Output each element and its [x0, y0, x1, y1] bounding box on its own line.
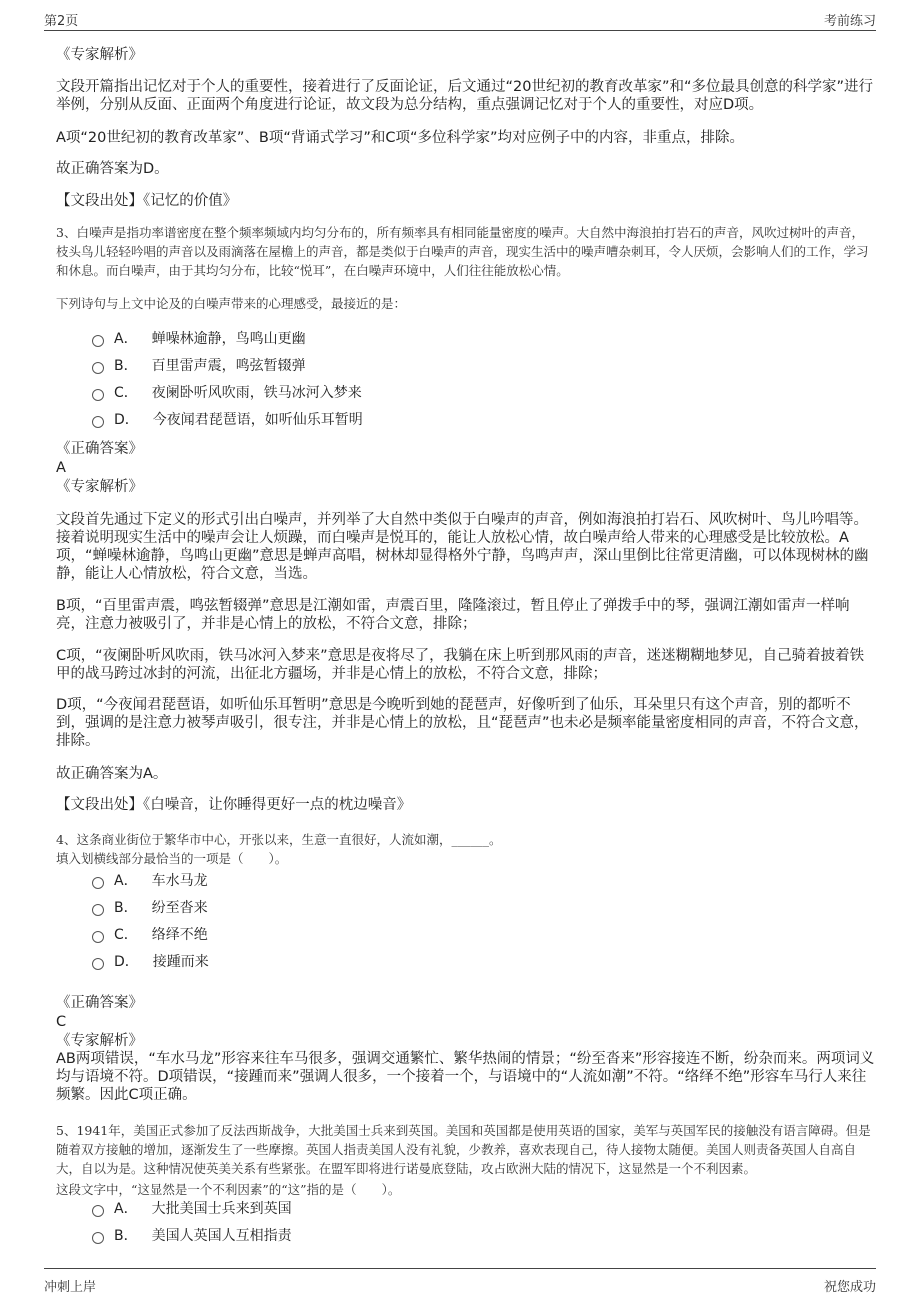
footer-left: 冲刺上岸 — [44, 1280, 97, 1295]
q3-option-a[interactable]: A． 蝉噪林逾静，鸟鸣山更幽 — [92, 330, 306, 348]
q4-analysis: AB两项错误，“车水马龙”形容来往车马很多，强调交通繁忙、繁华热闹的情景；“纷至沓来”形容接连不断，纷杂而来。两项词义均与语境不符。D项错误，“接踵而来”强调人很多，一个接着一个，与语境中的“人流如潮”不符。“络绎不绝”形容车马行人来往频繁。因此C项正确。 — [56, 1051, 875, 1103]
q4-stem: 4、这条商业街位于繁华市中心，开张以来，生意一直很好，人流如潮，______。 — [56, 832, 502, 847]
q2-analysis-p1: 文段开篇指出记忆对于个人的重要性，接着进行了反面论证，后文通过“20世纪初的教育改革家”和“多位最具创意的科学家”进行举例，分别从反面、正面两个角度进行论证，故文段为总分结构，重点强调记忆对于个人的重要性，对应D项。 — [56, 79, 873, 113]
q3-expert-heading: 《专家解析》 — [56, 479, 143, 495]
q2-source: 【文段出处】《记忆的价值》 — [56, 193, 238, 209]
q4-option-b[interactable]: B． 纷至沓来 — [92, 899, 208, 917]
q5-question: 这段文字中，“这显然是一个不利因素”的“这”指的是（ ）。 — [56, 1182, 401, 1197]
q3-source: 【文段出处】《白噪音，让你睡得更好一点的枕边噪音》 — [56, 797, 412, 813]
q4-question: 填入划横线部分最恰当的一项是（ ）。 — [56, 851, 288, 866]
radio-icon[interactable] — [92, 1205, 104, 1217]
q3-analysis-p4: D项，“今夜闻君琵琶语，如听仙乐耳暂明”意思是今晚听到她的琵琶声，好像听到了仙乐，耳朵里只有这个声音，别的都听不到，强调的是注意力被琴声吸引，很专注，并非是心情上的放松，且“琵琶声”也未必是频率能量密度相同的声音，不符合文意，排除。 — [56, 697, 869, 749]
q4-answer: C — [56, 1014, 67, 1030]
radio-icon[interactable] — [92, 931, 104, 943]
q2-expert-heading: 《专家解析》 — [56, 47, 143, 63]
q4-answer-heading: 《正确答案》 — [56, 995, 143, 1011]
radio-icon[interactable] — [92, 958, 104, 970]
q3-option-c[interactable]: C． 夜阑卧听风吹雨，铁马冰河入梦来 — [92, 384, 362, 402]
q3-analysis-p1: 文段首先通过下定义的形式引出白噪声，并列举了大自然中类似于白噪声的声音，例如海浪拍打岩石、风吹树叶、鸟儿吟唱等。接着说明现实生活中的噪声会让人烦躁，而白噪声是悦耳的，能让人放松心情，故白噪声给人带来的心理感受是比较放松。A项，“蝉噪林逾静，鸟鸣山更幽”意思是蝉声高唱，树林却显得格外宁静，鸟鸣声声，深山里倒比往常更清幽，可以体现树林的幽静，能让人心情放松，符合文意，当选。 — [56, 512, 869, 582]
q3-option-d[interactable]: D． 今夜闻君琵琶语，如听仙乐耳暂明 — [92, 411, 363, 429]
q2-analysis-p3: 故正确答案为D。 — [56, 161, 169, 177]
q3-analysis-p2: B项，“百里雷声震，鸣弦暂辍弹”意思是江潮如雷，声震百里，隆隆滚过，暂且停止了弹拨手中的琴，强调江潮如雷声一样响亮，注意力被吸引了，并非是心情上的放松，不符合文意，排除； — [56, 598, 850, 632]
q3-analysis-p3: C项，“夜阑卧听风吹雨，铁马冰河入梦来”意思是夜将尽了，我躺在床上听到那风雨的声音，迷迷糊糊地梦见，自己骑着披着铁甲的战马跨过冰封的河流，出征北方疆场，并非是心情上的放松，不符合文意，排除； — [56, 648, 865, 682]
radio-icon[interactable] — [92, 362, 104, 374]
radio-icon[interactable] — [92, 416, 104, 428]
radio-icon[interactable] — [92, 904, 104, 916]
page-footer — [44, 1268, 876, 1295]
q5-option-b[interactable]: B． 美国人英国人互相指责 — [92, 1227, 292, 1245]
page-header — [44, 8, 876, 31]
q3-answer: A — [56, 460, 66, 476]
q4-option-a[interactable]: A． 车水马龙 — [92, 872, 208, 890]
radio-icon[interactable] — [92, 335, 104, 347]
page-number: 第2页 — [44, 13, 79, 29]
q3-question: 下列诗句与上文中论及的白噪声带来的心理感受，最接近的是： — [56, 296, 407, 311]
q5-stem: 5、1941年，美国正式参加了反法西斯战争，大批美国士兵来到英国。美国和英国都是使用英语的国家，美军与英国军民的接触没有语言障碍。但是随着双方接触的增加，逐渐发生了一些摩擦。英国人指责美国人没有礼貌，少教养，喜欢表现自己，待人接物太随便。美国人则责备英国人自高自大，自以为是。这种情况使英美关系有些紧张。在盟军即将进行诺曼底登陆，攻占欧洲大陆的情况下，这显然是一个不利因素。 — [56, 1123, 871, 1176]
q4-option-d[interactable]: D． 接踵而来 — [92, 953, 209, 971]
q5-option-a[interactable]: A． 大批美国士兵来到英国 — [92, 1200, 292, 1218]
radio-icon[interactable] — [92, 1232, 104, 1244]
radio-icon[interactable] — [92, 877, 104, 889]
q4-option-c[interactable]: C． 络绎不绝 — [92, 926, 208, 944]
q3-stem: 3、白噪声是指功率谱密度在整个频率频域内均匀分布的，所有频率具有相同能量密度的噪声。大自然中海浪拍打岩石的声音，风吹过树叶的声音，枝头鸟儿轻轻吟唱的声音以及雨滴落在屋檐上的声音，都是类似于白噪声的声音，现实生活中的噪声嘈杂刺耳，令人厌烦，会影响人们的工作，学习和休息。而白噪声，由于其均匀分布，比较“悦耳”，在白噪声环境中，人们往往能放松心情。 — [56, 225, 869, 278]
q3-answer-heading: 《正确答案》 — [56, 441, 143, 457]
q3-analysis-p5: 故正确答案为A。 — [56, 766, 168, 782]
footer-right: 祝您成功 — [823, 1280, 876, 1295]
radio-icon[interactable] — [92, 389, 104, 401]
header-tag: 考前练习 — [823, 13, 876, 29]
q3-option-b[interactable]: B． 百里雷声震，鸣弦暂辍弹 — [92, 357, 306, 375]
q2-analysis-p2: A项“20世纪初的教育改革家”、B项“背诵式学习”和C项“多位科学家”均对应例子中的内容，非重点，排除。 — [56, 130, 745, 146]
q4-expert-heading: 《专家解析》 — [56, 1033, 143, 1049]
